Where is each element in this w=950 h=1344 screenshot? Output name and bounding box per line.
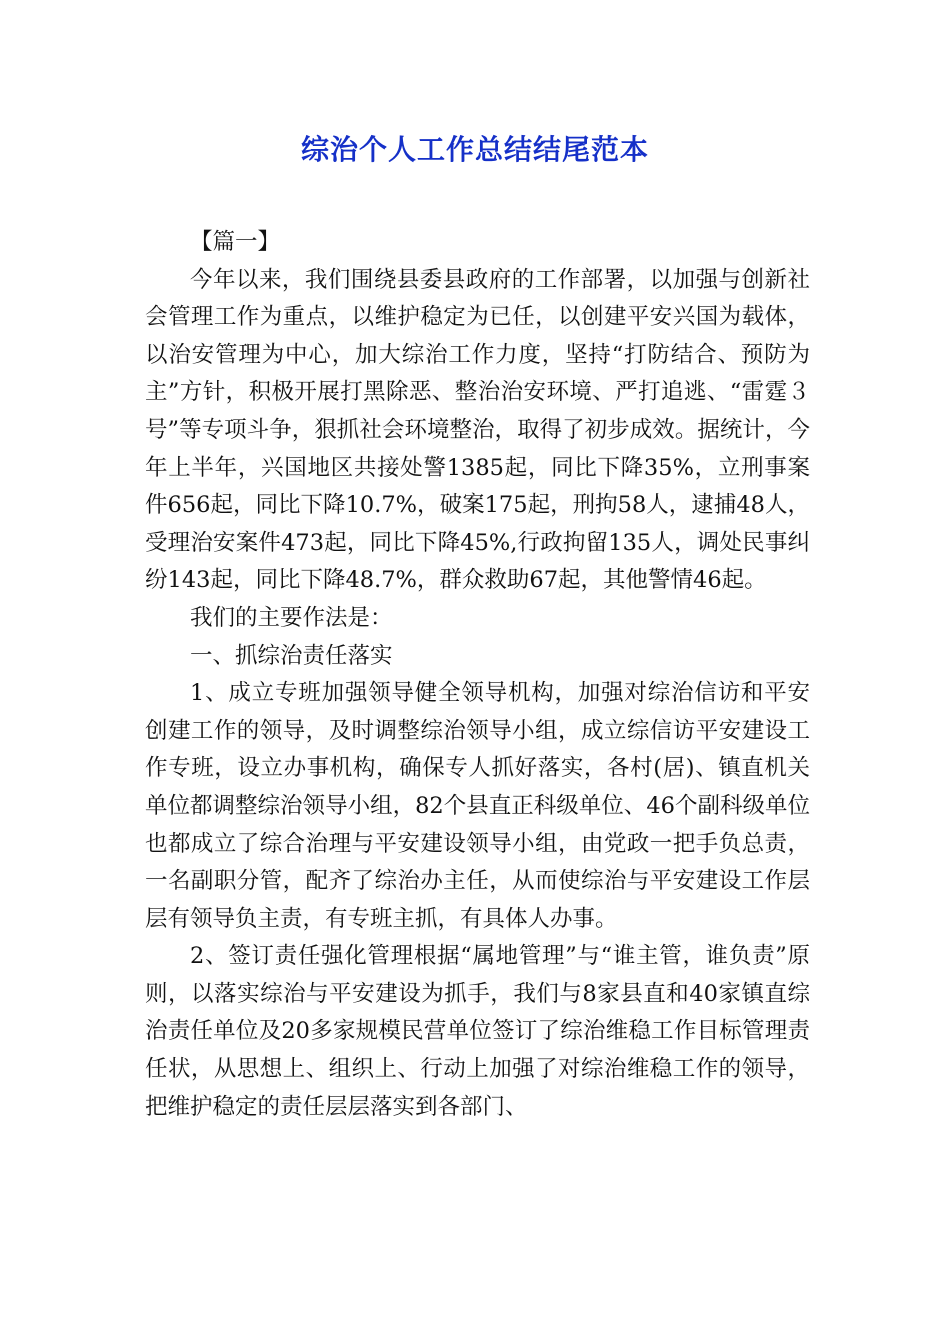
subheading-responsibility: 一、抓综治责任落实 <box>190 642 393 669</box>
document-title: 综治个人工作总结结尾范本 <box>300 133 649 166</box>
document-body <box>145 224 810 1126</box>
paragraph-methods-lead: 我们的主要作法是： <box>190 604 393 631</box>
paragraph-item-1: 1、成立专班加强领导健全领导机构，加强对综治信访和平安创建工作的领导，及时调整综治领导小组，成立综信访平安建设工作专班，设立办事机构，确保专人抓好落实，各村(居)、镇直机关单位都调整综治领导小组，82个县直正科级单位、46个副科级单位也都成立了综合治理与平安建设领导小组，由党政一把手负总责，一名副职分管，配齐了综治办主任，从而使综治与平安建设工作层层有领导负主责，有专班主抓，有具体人办事。 <box>145 680 810 932</box>
section-heading: 【篇一】 <box>190 229 281 255</box>
paragraph-intro: 今年以来，我们围绕县委县政府的工作部署，以加强与创新社会管理工作为重点，以维护稳定为已任，以创建平安兴国为载体，以治安管理为中心，加大综治工作力度，坚持“打防结合、预防为主”方针，积极开展打黑除恶、整治治安环境、严打追逃、“雷霆３号”等专项斗争，狠抓社会环境整治，取得了初步成效。据统计，今年上半年，兴国地区共接处警1385起，同比下降35%，立刑事案件656起，同比下降10.7%，破案175起，刑拘58人，逮捕48人，受理治安案件473起，同比下降45%,行政拘留135人，调处民事纠纷143起，同比下降48.7%，群众救助67起，其他警情46起。 <box>145 266 810 594</box>
paragraph-item-2: 2、签订责任强化管理根据“属地管理”与“谁主管，谁负责”原则，以落实综治与平安建设为抓手，我们与8家县直和40家镇直综治责任单位及20多家规模民营单位签订了综治维稳工作目标管理责任状，从思想上、组织上、行动上加强了对综治维稳工作的领导，把维护稳定的责任层层落实到各部门、 <box>145 943 810 1120</box>
